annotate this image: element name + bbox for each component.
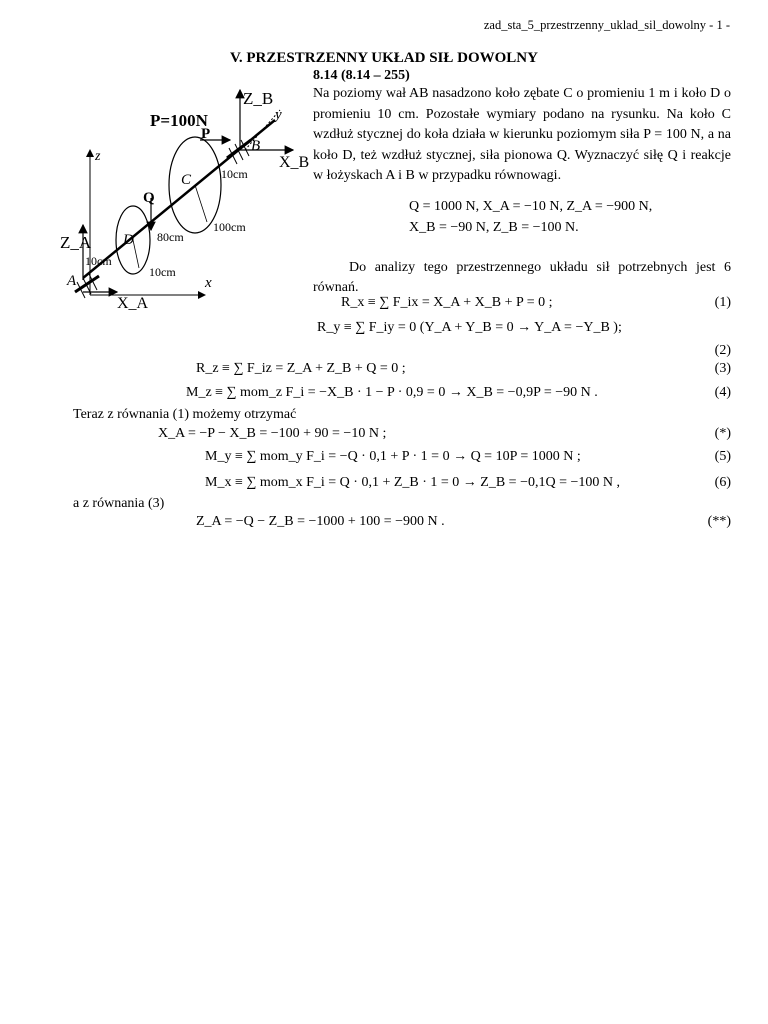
- eq-number-6: (6): [714, 475, 731, 490]
- eq-number-2star: (**): [707, 514, 731, 529]
- answer-line-2: X_B = −90 N, Z_B = −100 N.: [409, 220, 579, 235]
- equation-4: M_z ≡ ∑ mom_z F_i = −X_B · 1 − P · 0,9 = 0 → X_B = −0,9P = −90 N .: [186, 385, 598, 400]
- fig-label-y: y: [275, 107, 282, 123]
- answer-line-1: Q = 1000 N, X_A = −10 N, Z_A = −900 N,: [409, 199, 653, 214]
- fig-label-xb: X_B: [279, 154, 310, 171]
- fig-label-p: P: [201, 126, 211, 142]
- eq-number-star: (*): [714, 426, 731, 441]
- fig-label-z: z: [95, 149, 101, 164]
- eq-number-2: (2): [714, 343, 731, 358]
- equation-2star: Z_A = −Q − Z_B = −1000 + 100 = −900 N .: [196, 514, 445, 529]
- fig-label-b: B: [251, 138, 261, 154]
- equation-5: M_y ≡ ∑ mom_y F_i = −Q · 0,1 + P · 1 = 0 → Q = 10P = 1000 N ;: [205, 449, 581, 464]
- fig-label-c: C: [181, 172, 192, 188]
- bearing-b: [227, 140, 251, 164]
- problem-text: Na poziomy wał AB nasadzono koło zębate C o promieniu 1 m i koło D o promieniu 10 cm. Pozostałe wymiary podano na rysunku. Na koło C wzdłuż stycznej do koła działa w kierunku poziomym siła P = 100 N, a na koło D, też wzdłuż stycznej, siła pionowa Q. Wyznaczyć siłę Q i reakcje w łożyskach A i B w przypadku równowagi.: [313, 86, 731, 183]
- text-after-eq4: Teraz z równania (1) możemy otrzymać: [73, 407, 297, 422]
- fig-label-d: D: [123, 232, 134, 248]
- eq-number-3: (3): [714, 361, 731, 376]
- analysis-text: Do analizy tego przestrzennego układu sił potrzebnych jest 6 równań.: [313, 260, 731, 295]
- text-after-eq6: a z równania (3): [73, 496, 165, 511]
- fig-label-10cm-bottom: 10cm: [149, 265, 176, 279]
- fig-label-a: A: [67, 273, 77, 289]
- equation-3: R_z ≡ ∑ F_iz = Z_A + Z_B + Q = 0 ;: [196, 361, 406, 376]
- fig-label-x: x: [205, 275, 212, 291]
- eq-number-1: (1): [714, 295, 731, 310]
- eq-number-4: (4): [714, 385, 731, 400]
- fig-label-zb: Z_B: [243, 89, 274, 108]
- eq-number-5: (5): [714, 449, 731, 464]
- bearing-a: [75, 274, 99, 298]
- section-title: V. PRZESTRZENNY UKŁAD SIŁ DOWOLNY: [230, 50, 538, 66]
- equation-1: R_x ≡ ∑ F_ix = X_A + X_B + P = 0 ;: [341, 295, 553, 310]
- fig-label-80cm: 80cm: [157, 230, 184, 244]
- equation-star: X_A = −P − X_B = −100 + 90 = −10 N ;: [158, 426, 387, 441]
- fig-label-xa: X_A: [117, 295, 149, 312]
- page-header: zad_sta_5_przestrzenny_uklad_sil_dowolny - 1 -: [483, 18, 730, 32]
- fig-label-10cm-left: 10cm: [85, 254, 112, 268]
- equation-2: R_y ≡ ∑ F_iy = 0 (Y_A + Y_B = 0 → Y_A = −Y_B );: [317, 320, 622, 335]
- fig-label-10cm-c: 10cm: [221, 167, 248, 181]
- problem-number: 8.14 (8.14 – 255): [313, 68, 410, 83]
- fig-label-q: Q: [143, 190, 155, 206]
- fig-label-za: Z_A: [60, 233, 92, 252]
- shaft-diagram: [55, 80, 310, 320]
- fig-label-force-p: P=100N: [150, 111, 208, 130]
- fig-label-100cm: 100cm: [213, 220, 246, 234]
- equation-6: M_x ≡ ∑ mom_x F_i = Q · 0,1 + Z_B · 1 = 0 → Z_B = −0,1Q = −100 N ,: [205, 475, 620, 490]
